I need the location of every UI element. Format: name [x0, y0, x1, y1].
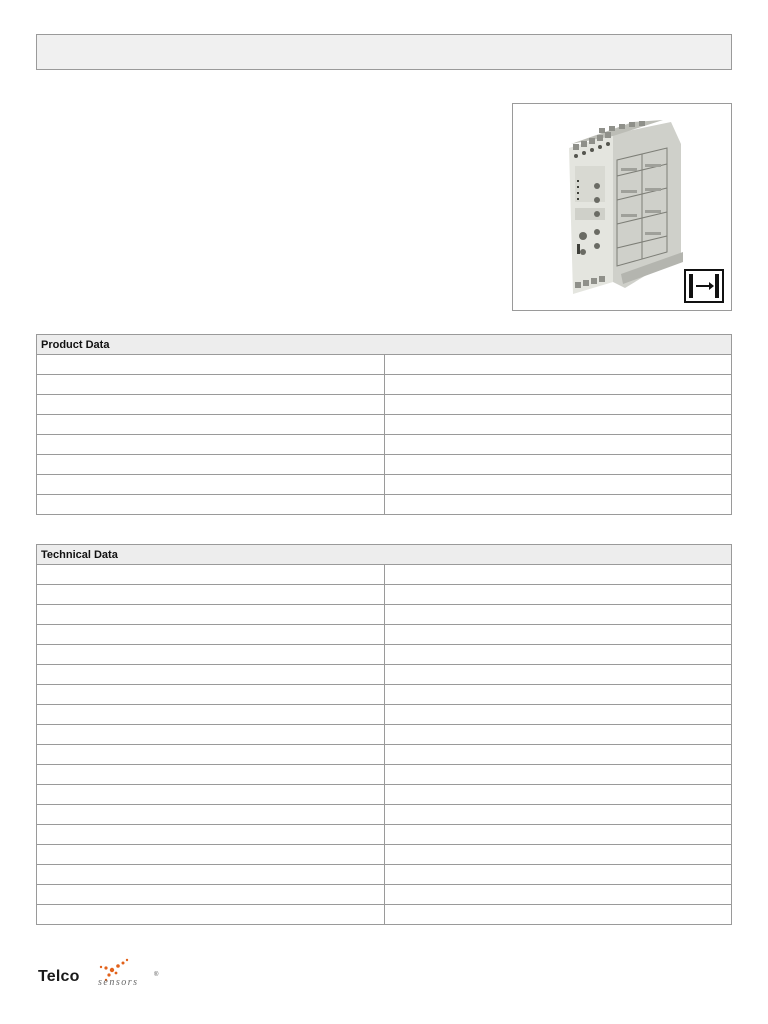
table-row	[37, 455, 732, 475]
row-value	[384, 605, 732, 625]
document-header-bar	[36, 34, 732, 70]
row-label	[37, 765, 385, 785]
arrow-to-bar-icon	[685, 270, 723, 302]
row-label	[37, 805, 385, 825]
row-value	[384, 805, 732, 825]
row-value	[384, 565, 732, 585]
product-image	[512, 103, 732, 311]
row-value	[384, 395, 732, 415]
table-row	[37, 495, 732, 515]
row-label	[37, 885, 385, 905]
technical-data-table	[36, 544, 732, 925]
table-row	[37, 645, 732, 665]
table-row	[37, 905, 732, 925]
row-value	[384, 745, 732, 765]
row-value	[384, 905, 732, 925]
table-row	[37, 865, 732, 885]
row-label	[37, 585, 385, 605]
row-value	[384, 785, 732, 805]
table-row	[37, 825, 732, 845]
row-label	[37, 825, 385, 845]
row-value	[384, 435, 732, 455]
table-row	[37, 435, 732, 455]
row-value	[384, 475, 732, 495]
row-label	[37, 685, 385, 705]
table-row	[37, 395, 732, 415]
row-label	[37, 745, 385, 765]
row-value	[384, 705, 732, 725]
table-row	[37, 685, 732, 705]
row-value	[384, 585, 732, 605]
row-label	[37, 705, 385, 725]
row-label	[37, 495, 385, 515]
row-value	[384, 455, 732, 475]
table-row	[37, 765, 732, 785]
row-label	[37, 725, 385, 745]
table-row	[37, 375, 732, 395]
row-label	[37, 645, 385, 665]
row-label	[37, 435, 385, 455]
row-value	[384, 865, 732, 885]
table-row	[37, 785, 732, 805]
row-value	[384, 725, 732, 745]
row-value	[384, 645, 732, 665]
row-label	[37, 475, 385, 495]
table-row	[37, 805, 732, 825]
table-row	[37, 885, 732, 905]
logo-subtitle: sensors	[98, 977, 139, 988]
row-value	[384, 495, 732, 515]
table-row	[37, 415, 732, 435]
row-value	[384, 665, 732, 685]
row-value	[384, 825, 732, 845]
row-value	[384, 625, 732, 645]
row-label	[37, 355, 385, 375]
row-label	[37, 845, 385, 865]
telco-sensors-logo	[38, 956, 168, 996]
table-row	[37, 725, 732, 745]
row-value	[384, 765, 732, 785]
row-label	[37, 415, 385, 435]
row-label	[37, 665, 385, 685]
table-row	[37, 585, 732, 605]
table-row	[37, 845, 732, 865]
row-label	[37, 905, 385, 925]
logo-registered-mark: ®	[154, 972, 159, 978]
row-value	[384, 685, 732, 705]
row-label	[37, 605, 385, 625]
table-row	[37, 665, 732, 685]
technical-data-title: Technical Data	[37, 545, 732, 565]
table-row	[37, 745, 732, 765]
row-label	[37, 865, 385, 885]
row-value	[384, 375, 732, 395]
row-label	[37, 455, 385, 475]
table-row	[37, 565, 732, 585]
table-row	[37, 475, 732, 495]
row-value	[384, 415, 732, 435]
row-label	[37, 375, 385, 395]
row-label	[37, 785, 385, 805]
logo-wordmark: Telco	[38, 968, 80, 985]
table-row	[37, 605, 732, 625]
product-data-table	[36, 334, 732, 515]
row-value	[384, 355, 732, 375]
row-value	[384, 885, 732, 905]
din-rail-module-image	[513, 104, 731, 310]
row-label	[37, 565, 385, 585]
row-value	[384, 845, 732, 865]
row-label	[37, 625, 385, 645]
table-row	[37, 705, 732, 725]
table-row	[37, 355, 732, 375]
product-data-title: Product Data	[37, 335, 732, 355]
row-label	[37, 395, 385, 415]
table-row	[37, 625, 732, 645]
